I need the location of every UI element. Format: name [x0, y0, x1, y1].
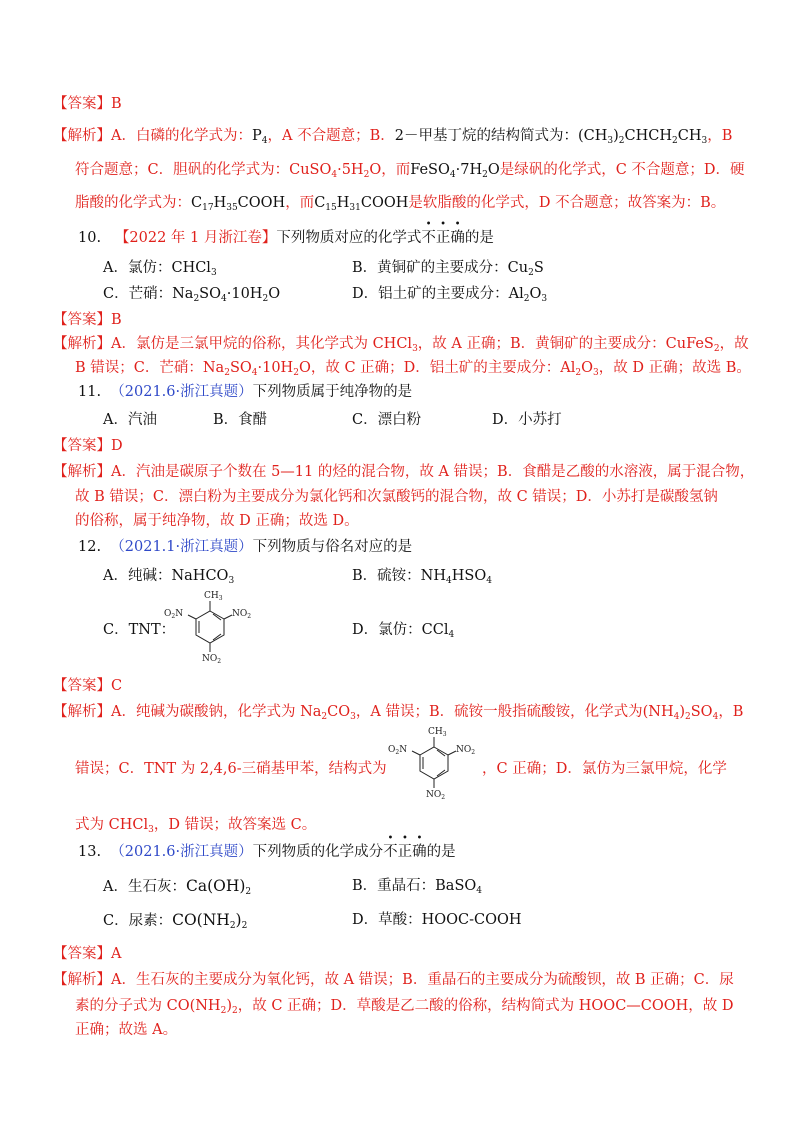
svg-text:NO2: $NO_2$ — [232, 609, 252, 620]
q9-analysis-line3: 脂酸的化学式为：$C_{17}H_{35}COOH$，而$C_{15}H_{31}COOH$是软脂酸的化学式，D 不合题意；故答案为：B。 — [75, 195, 726, 213]
q9-answer: 【答案】B — [53, 96, 122, 112]
tnt-structure-analysis — [386, 722, 486, 800]
q12-option-b: B．硫铵：$NH_4HSO_4$ — [352, 568, 492, 586]
q12-analysis-line3: 式为 CHCl$_3$，D 错误；故答案选 C。 — [75, 817, 317, 835]
q10-stem: 10. 【2022 年 1 月浙江卷】下列物质对应的化学式不正确的是 — [78, 230, 494, 246]
q9-analysis-line1: 【解析】A．白磷的化学式为：$P_4$，A 不合题意；B．2－甲基丁烷的结构简式为：$(CH_3)_2CHCH_2CH_3$，B — [53, 128, 733, 146]
q11-option-a: A．汽油 — [103, 412, 157, 428]
svg-text:NO2: $NO_2$ — [426, 790, 446, 800]
q12-option-c: C．TNT： — [103, 622, 176, 638]
q10-option-c: C．芒硝：$Na_2SO_4\cdot 10H_2O$ — [103, 286, 281, 304]
q12-stem: 12. （2021.1·浙江真题）下列物质与俗名对应的是 — [78, 539, 413, 555]
q11-analysis-line2: 故 B 错误；C．漂白粉为主要成分为氯化钙和次氯酸钙的混合物，故 C 错误；D．小苏打是碳酸氢钠 — [75, 489, 718, 505]
q12-analysis-line1: 【解析】A．纯碱为碳酸钠，化学式为 $Na_2CO_3$，A 错误；B．硫铵一般指硫酸铵，化学式为$(NH_4)_2SO_4$，B — [53, 704, 744, 722]
q10-answer: 【答案】B — [53, 312, 122, 328]
q10-analysis-line1: 【解析】A．氯仿是三氯甲烷的俗称，其化学式为 CHCl$_3$，故 A 正确；B．黄铜矿的主要成分：CuFeS$_2$，故 — [53, 336, 749, 354]
q12-analysis-line2-start: 错误；C．TNT 为 2,4,6-三硝基甲苯，结构式为 — [75, 761, 387, 777]
q13-option-d: D．草酸：HOOC-COOH — [352, 912, 522, 928]
q11-option-c: C．漂白粉 — [352, 412, 422, 428]
q13-option-a: A．生石灰：$Ca(OH)_2$ — [103, 877, 252, 897]
q11-stem: 11. （2021.6·浙江真题）下列物质属于纯净物的是 — [78, 384, 413, 400]
svg-text:CH3: $CH_3$ — [428, 727, 447, 738]
q12-analysis-line2-end: ，C 正确；D．氯仿为三氯甲烷，化学 — [482, 761, 727, 777]
q13-stem: 13. （2021.6·浙江真题）下列物质的化学成分不正确的是 — [78, 844, 456, 860]
q13-option-c: C．尿素：$CO(NH_2)_2$ — [103, 911, 248, 931]
svg-text:CH3: $CH_3$ — [204, 591, 223, 602]
q13-answer: 【答案】A — [53, 946, 122, 962]
q12-option-d: D．氯仿：CCl$_4$ — [352, 622, 455, 640]
q10-option-b: B．黄铜矿的主要成分：$Cu_2S$ — [352, 260, 544, 278]
tnt-structure-option — [162, 586, 262, 664]
q11-option-b: B．食醋 — [213, 412, 268, 428]
q11-answer: 【答案】D — [53, 438, 123, 454]
svg-text:O2N: $O_2N$ — [164, 609, 184, 620]
q12-option-a: A．纯碱：NaHCO$_3$ — [103, 568, 235, 586]
q13-analysis-line3: 正确；故选 A。 — [75, 1022, 178, 1038]
q13-option-b: B．重晶石：BaSO$_4$ — [352, 878, 483, 896]
svg-text:NO2: $NO_2$ — [202, 654, 222, 664]
q13-analysis-line2: 素的分子式为 $CO(NH_2)_2$，故 C 正确；D．草酸是乙二酸的俗称，结构简式为 HOOC—COOH，故 D — [75, 998, 734, 1016]
svg-text:O2N: $O_2N$ — [388, 745, 408, 756]
q11-analysis-line3: 的俗称，属于纯净物，故 D 正确；故选 D。 — [75, 513, 359, 529]
q10-option-a: A．氯仿：CHCl$_3$ — [103, 260, 217, 278]
q10-option-d: D．铝土矿的主要成分：$Al_2O_3$ — [352, 286, 548, 304]
q9-analysis-line2: 符合题意；C．胆矾的化学式为：$CuSO_4\cdot 5H_2O$，而$FeSO_4\cdot 7H_2O$是绿矾的化学式，C 不合题意；D．硬 — [75, 162, 745, 180]
q11-analysis-line1: 【解析】A．汽油是碳原子个数在 5—11 的烃的混合物，故 A 错误；B．食醋是乙酸的水溶液，属于混合物， — [53, 464, 755, 480]
q12-answer: 【答案】C — [53, 678, 123, 694]
q13-analysis-line1: 【解析】A．生石灰的主要成分为氧化钙，故 A 错误；B．重晶石的主要成分为硫酸钡，故 B 正确；C．尿 — [53, 972, 734, 988]
svg-text:NO2: $NO_2$ — [456, 745, 476, 756]
q11-option-d: D．小苏打 — [492, 412, 562, 428]
q10-analysis-line2: B 错误；C．芒硝：$Na_2SO_4\cdot 10H_2O$，故 C 正确；D．铝土矿的主要成分：$Al_2O_3$，故 D 正确；故选 B。 — [75, 360, 751, 378]
